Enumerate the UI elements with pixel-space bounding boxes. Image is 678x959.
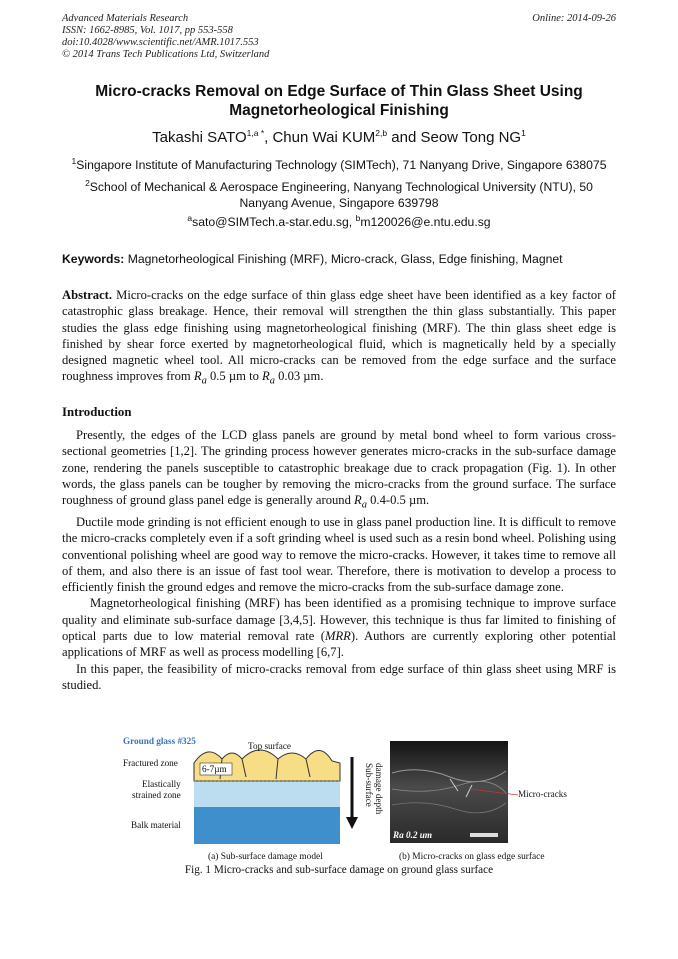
intro-p3-text: Magnetorheological finishing (MRF) has been identified as a promising technique to improve surface quality and eliminate sub-surface damage [3,4,5]. However, this technique is thus far limited to finishing of optical parts due to low material removal rate ( <box>62 596 616 644</box>
email-b-sup: b <box>355 212 361 223</box>
journal-name: Advanced Materials Research <box>62 13 189 24</box>
intro-paragraph-3 <box>62 595 616 660</box>
online-date: Online: 2014-09-26 <box>532 13 616 24</box>
intro-paragraph-4: In this paper, the feasibility of micro-cracks removal from edge surface of thin glass sheet using MRF is studied. <box>62 661 616 692</box>
author-2: , Chun Wai KUM <box>264 129 376 146</box>
author-1-sup: 1,a * <box>246 128 265 138</box>
author-1: Takashi SATO <box>152 129 247 146</box>
email-line <box>62 214 616 230</box>
intro-paragraph-2: Ductile mode grinding is not efficient enough to use in glass panel production line. It is difficult to remove the micro-cracks completely even if a soft grinding wheel is used such as a resin bond wheel. Polishing using conventional polishing wheel are good way to remove the micro-cracks. However, it takes time to remove all of them, and also there is an issue of fast tool wear. Therefore, there is motivation to develop a process to efficiently finish the ground edges and remove the micro-cracks from the sub-surface damage zone. <box>62 515 616 595</box>
intro-p1-text-2: 0.4-0.5 µm. <box>366 493 430 508</box>
journal-doi: doi:10.4028/www.scientific.net/AMR.1017.553 <box>62 37 259 48</box>
author-list <box>62 129 616 147</box>
fractured-zone-label: Fractured zone <box>123 758 178 768</box>
journal-issn: ISSN: 1662-8985, Vol. 1017, pp 553-558 <box>62 25 233 36</box>
intro-p1-text: Presently, the edges of the LCD glass panels are ground by metal bond wheel to form various cross-sectional geometries [1,2]. The grinding process however generates micro-cracks in the sub-surface damage zone, rendering the panels susceptible to catastrophic breakage due to crack propagation (Fig. 1). In other words, the glass panels can be tougher by removing the micro-cracks from the ground surface. The surface roughness of ground glass panel edge is generally around <box>62 428 616 508</box>
intro-p3-mrr: MRR <box>325 629 351 644</box>
micro-cracks-label: Micro-cracks <box>518 789 567 799</box>
abstract <box>62 287 616 390</box>
author-2-sup: 2,b <box>375 128 388 138</box>
keywords-text: Magnetorheological Finishing (MRF), Micro-crack, Glass, Edge finishing, Magnet <box>124 252 563 266</box>
ssd-label-1: Sub-surface <box>364 763 374 807</box>
title-line-2: Magnetorheological Finishing <box>229 102 449 119</box>
abstract-label: Abstract. <box>62 288 113 302</box>
paper-title <box>62 82 616 120</box>
depth-label: 6-7µm <box>202 764 227 774</box>
ssd-label-2: damage depth <box>374 763 384 815</box>
affiliation-2 <box>62 179 616 211</box>
introduction-body <box>62 427 616 693</box>
affiliation-1 <box>62 157 616 173</box>
email-b[interactable]: m120026@e.ntu.edu.sg <box>360 215 491 229</box>
abstract-text-3: 0.03 µm. <box>274 369 324 384</box>
micrograph-ra-label: Ra 0.2 um <box>393 830 433 840</box>
email-a[interactable]: sato@SIMTech.a-star.edu.sg, <box>192 215 356 229</box>
title-line-1: Micro-cracks Removal on Edge Surface of Thin Glass Sheet Using <box>95 83 583 100</box>
affiliation-2-line-1: School of Mechanical & Aerospace Engineering, Nanyang Technological University (NTU), 50 <box>89 180 593 194</box>
depth-arrow-head <box>346 817 358 829</box>
keywords-label: Keywords: <box>62 252 125 266</box>
figure-caption: Fig. 1 Micro-cracks and sub-surface damage on ground glass surface <box>184 864 494 876</box>
top-surface-label: Top surface <box>248 741 291 751</box>
introduction-heading: Introduction <box>62 405 132 419</box>
abstract-text-1: Micro-cracks on the edge surface of thin glass edge sheet have been identified as a key factor of catastrophic glass breakage. Hence, their removal will strengthen the thin glass substantially. This paper studies the glass edge finishing using magnetorheological finishing (MRF). The thin glass sheet edge is finished by shear force exerted by magnetorheological fluid, which is magnetically held by a specially designed magnetic wheel tool. All micro-cracks can be removed from the edge surface and the surface roughness improves from <box>62 288 616 384</box>
elastic-label-1: Elastically <box>142 779 181 789</box>
affiliation-1-text: Singapore Institute of Manufacturing Technology (SIMTech), 71 Nanyang Drive, Singapore 638075 <box>76 158 607 172</box>
figure-1 <box>120 733 567 878</box>
elastic-label-2: strained zone <box>132 790 181 800</box>
abstract-text-2: 0.5 µm to <box>206 369 263 384</box>
intro-p3-text-2: ). Authors are currently exploring other potential applications of MRF as well as process modelling [6,7]. <box>62 629 616 660</box>
bulk-material-layer <box>194 807 340 844</box>
affiliation-1-sup: 1 <box>71 155 77 166</box>
affiliation-2-sup: 2 <box>85 177 90 188</box>
author-3: and Seow Tong NG <box>387 129 522 146</box>
email-a-sup: a <box>187 212 193 223</box>
keywords <box>62 251 616 267</box>
author-3-sup: 1 <box>521 128 526 138</box>
journal-header <box>62 13 269 61</box>
bulk-label: Balk material <box>131 820 181 830</box>
subcaption-a: (a) Sub-surface damage model <box>208 852 323 862</box>
intro-p1-ra: R <box>354 493 362 508</box>
intro-paragraph-1 <box>62 427 616 514</box>
journal-copyright: © 2014 Trans Tech Publications Ltd, Switzerland <box>62 49 270 60</box>
model-title: Ground glass #325 <box>123 736 196 746</box>
scale-bar <box>470 833 498 837</box>
abstract-ra-2: R <box>262 369 270 384</box>
elastic-zone-layer <box>194 781 340 807</box>
subcaption-b: (b) Micro-cracks on glass edge surface <box>399 852 545 862</box>
affiliation-2-line-2: Nanyang Avenue, Singapore 639798 <box>239 196 439 210</box>
abstract-ra-1-sub: a <box>201 376 207 387</box>
abstract-ra-1: R <box>193 369 202 384</box>
micrograph-image <box>390 741 508 843</box>
abstract-ra-2-sub: a <box>269 376 275 387</box>
intro-p1-ra-sub: a <box>361 499 367 511</box>
